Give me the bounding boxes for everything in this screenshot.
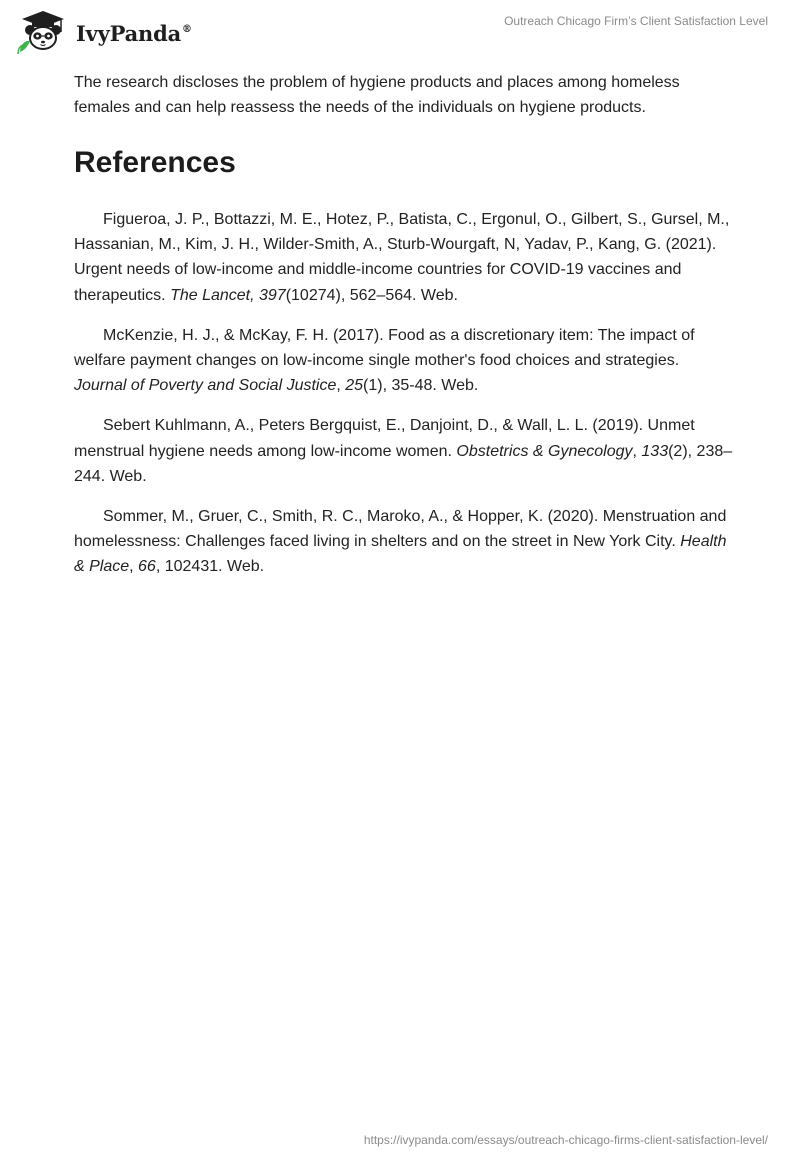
brand-logo[interactable] — [14, 8, 192, 54]
intro-paragraph: The research discloses the problem of hygiene products and places among homeless females and can help reassess the needs of the individuals on hygiene products. — [74, 74, 680, 116]
document-title: Outreach Chicago Firm’s Client Satisfaction Level — [504, 14, 768, 28]
document-content — [74, 71, 734, 595]
reference-entry: McKenzie, H. J., & McKay, F. H. (2017). Food as a discretionary item: The impact of welfare payment changes on low-income single mother's food choices and strategies. Journal of Poverty and Social Justice, 25(1), 35-48. Web. — [74, 326, 695, 395]
reference-entry: Sebert Kuhlmann, A., Peters Bergquist, E., Danjoint, D., & Wall, L. L. (2019). Unmet menstrual hygiene needs among low-income women. Obstetrics & Gynecology, 133(2), 238–244. Web. — [74, 417, 733, 485]
reference-entry: Figueroa, J. P., Bottazzi, M. E., Hotez, P., Batista, C., Ergonul, O., Gilbert, S., Gursel, M., Hassanian, M., Kim, J. H., Wilder-Smith, A., Sturb-Wourgaft, N, Yadav, P., Kang, G. (2021). Urgent needs of low-income and middle-income countries for COVID-19 vaccines and therapeutics. The Lancet, 397(10274), 562–564. Web. — [74, 211, 730, 304]
references-heading: References — [74, 146, 236, 179]
brand-name: IvyPanda® — [76, 20, 192, 46]
references-list — [74, 207, 734, 580]
panda-graduate-logo-icon — [14, 8, 72, 54]
footer-source-url[interactable]: https://ivypanda.com/essays/outreach-chicago-firms-client-satisfaction-level/ — [363, 1133, 768, 1147]
page-header — [0, 0, 800, 64]
reference-entry: Sommer, M., Gruer, C., Smith, R. C., Maroko, A., & Hopper, K. (2020). Menstruation and homelessness: Challenges faced living in shelters and on the street in New York City. Health & Place, 66, 102431. Web. — [74, 508, 727, 576]
